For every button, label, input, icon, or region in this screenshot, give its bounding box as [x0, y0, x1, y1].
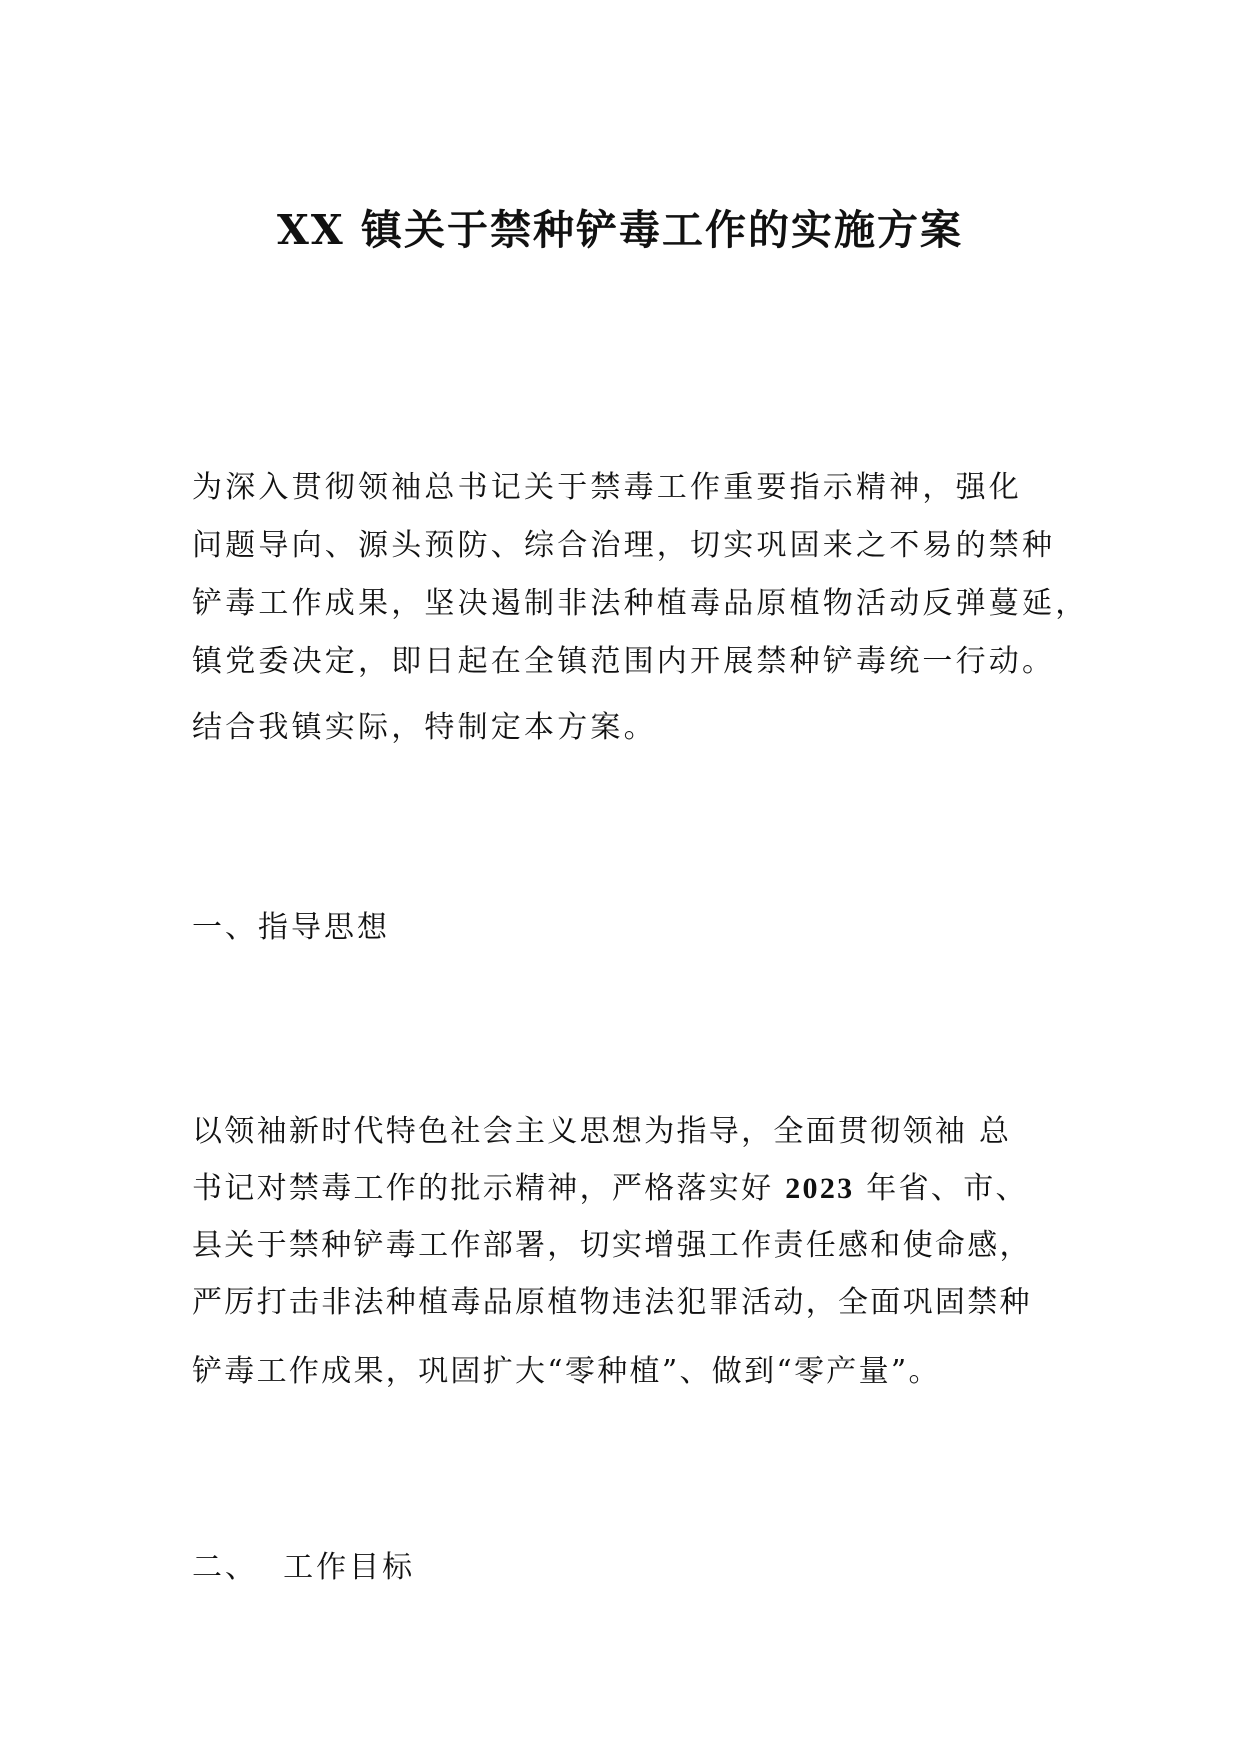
intro-line-2: 问题导向、源头预防、综合治理，切实巩固来之不易的禁种 — [192, 528, 1056, 563]
guiding-line-3: 县关于禁种铲毒工作部署，切实增强工作责任感和使命感， — [192, 1228, 1032, 1263]
guiding-line-1: 以领袖新时代特色社会主义思想为指导，全面贯彻领袖 总 — [192, 1114, 1012, 1149]
year-number: 2023 — [785, 1172, 855, 1205]
section-heading-guiding-thought: 一、指导思想 — [192, 910, 390, 945]
guiding-line-2 — [192, 1169, 1028, 1209]
intro-line-5: 结合我镇实际，特制定本方案。 — [192, 710, 657, 745]
guiding-line-5: 铲毒工作成果，巩固扩大“零种植”、做到“零产量”。 — [192, 1354, 941, 1389]
section-heading-work-goals: 二、 工作目标 — [192, 1550, 416, 1585]
intro-line-1: 为深入贯彻领袖总书记关于禁毒工作重要指示精神，强化 — [192, 470, 1022, 505]
guiding-line-2-text-b: 年省、市、 — [854, 1171, 1028, 1206]
intro-line-3: 铲毒工作成果，坚决遏制非法种植毒品原植物活动反弹蔓延， — [192, 586, 1089, 621]
guiding-line-4: 严厉打击非法种植毒品原植物违法犯罪活动，全面巩固禁种 — [192, 1285, 1032, 1320]
document-title: XX 镇关于禁种铲毒工作的实施方案 — [277, 206, 963, 254]
intro-line-4: 镇党委决定，即日起在全镇范围内开展禁种铲毒统一行动。 — [192, 644, 1056, 679]
guiding-line-2-text-a: 书记对禁毒工作的批示精神，严格落实好 — [192, 1171, 786, 1206]
